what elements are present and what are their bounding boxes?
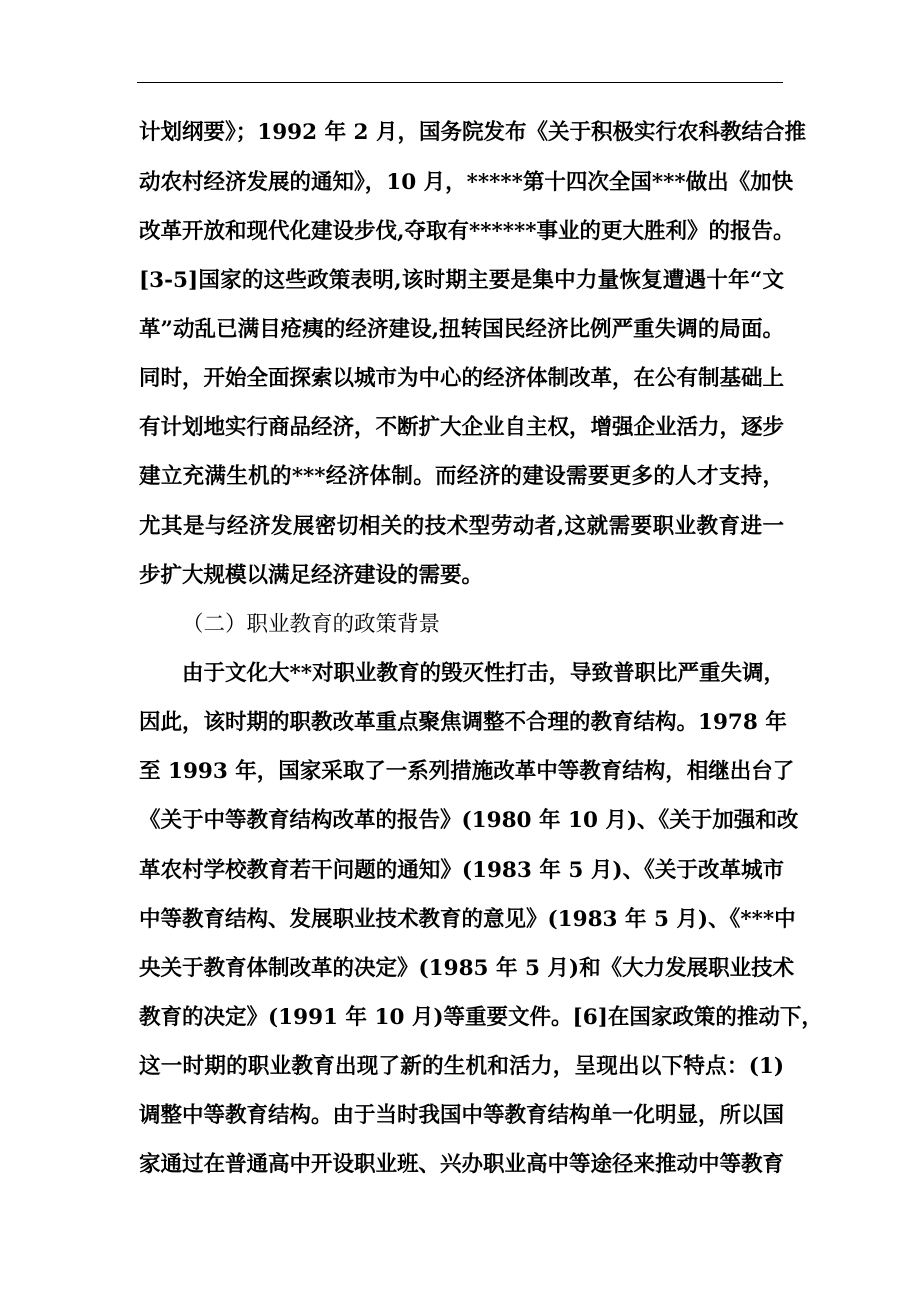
body-text-line: 同时，开始全面探索以城市为中心的经济体制改革，在公有制基础上 — [139, 366, 785, 391]
body-text-line: 央关于教育体制改革的决定》(1985 年 5 月)和《大力发展职业技术 — [139, 956, 795, 981]
header-rule — [137, 82, 783, 83]
body-text-line: 这一时期的职业教育出现了新的生机和活力，呈现出以下特点：(1) — [139, 1054, 784, 1079]
body-text-line: 有计划地实行商品经济，不断扩大企业自主权，增强企业活力，逐步 — [139, 415, 785, 440]
body-text-line: 家通过在普通高中开设职业班、兴办职业高中等途径来推动中等教育 — [139, 1152, 785, 1177]
body-text-line: 教育的决定》(1991 年 10 月)等重要文件。[6]在国家政策的推动下， — [139, 1005, 823, 1030]
body-text-line: 由于文化大**对职业教育的毁灭性打击，导致普职比严重失调， — [182, 661, 785, 686]
body-text-line: 动农村经济发展的通知》，10 月，*****第十四次全国***做出《加快 — [139, 170, 794, 195]
section-heading: （二）职业教育的政策背景 — [182, 612, 441, 637]
body-text-line: 《关于中等教育结构改革的报告》(1980 年 10 月)、《关于加强和改 — [139, 808, 799, 833]
body-text-line: 计划纲要》；1992 年 2 月，国务院发布《关于积极实行农科教结合推 — [139, 120, 807, 145]
body-text-line: 中等教育结构、发展职业技术教育的意见》(1983 年 5 月)、《***中 — [139, 907, 796, 932]
body-text-line: 尤其是与经济发展密切相关的技术型劳动者,这就需要职业教育进一 — [139, 514, 784, 539]
body-text-line: 调整中等教育结构。由于当时我国中等教育结构单一化明显，所以国 — [139, 1103, 785, 1128]
body-text-line: 步扩大规模以满足经济建设的需要。 — [139, 563, 484, 588]
body-text-line: 至 1993 年，国家采取了一系列措施改革中等教育结构，相继出台了 — [139, 759, 795, 784]
body-text-line: 改革开放和现代化建设步伐,夺取有******事业的更大胜利》的报告。 — [139, 219, 795, 244]
body-text-line: 革农村学校教育若干问题的通知》(1983 年 5 月)、《关于改革城市 — [139, 858, 784, 883]
body-text-line: 建立充满生机的***经济体制。而经济的建设需要更多的人才支持， — [139, 464, 784, 489]
body-text-line: [3-5]国家的这些政策表明,该时期主要是集中力量恢复遭遇十年“文 — [139, 268, 784, 293]
body-text-line: 革”动乱已满目疮痍的经济建设,扭转国民经济比例严重失调的局面。 — [139, 317, 784, 342]
body-text-line: 因此，该时期的职教改革重点聚焦调整不合理的教育结构。1978 年 — [139, 710, 787, 735]
